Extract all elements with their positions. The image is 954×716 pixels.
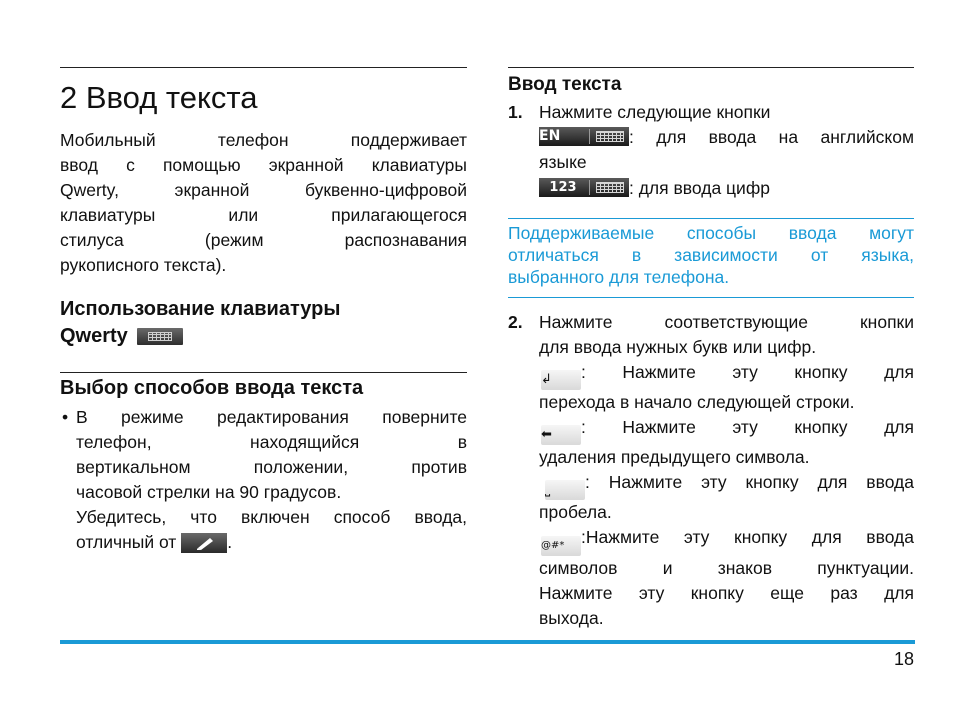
- bullet-line: Убедитесь, что включен способ ввода,: [76, 507, 467, 527]
- note-box: [508, 222, 914, 288]
- footer-rule: [60, 640, 915, 644]
- en-row: [539, 125, 914, 175]
- bullet-line: телефон, находящийся в: [76, 432, 467, 452]
- backspace-text: : Нажмите эту кнопку для: [581, 417, 914, 437]
- en-label: EN: [539, 128, 561, 144]
- backspace-key-icon: [541, 425, 581, 445]
- note-line: Поддерживаемые способы ввода могут: [508, 223, 914, 243]
- symbol-key-icon: [541, 536, 581, 556]
- intro-line: ввод с помощью экранной клавиатуры: [60, 155, 467, 175]
- keyboard-icon: [137, 328, 183, 345]
- en-keyboard-button-icon: [539, 127, 629, 146]
- bullet-line: часовой стрелки на 90 градусов.: [76, 482, 342, 502]
- enter-key-icon: [541, 370, 581, 390]
- bullet-text: [76, 405, 467, 555]
- step2-line: для ввода нужных букв или цифр.: [539, 337, 817, 357]
- space-key-icon: [545, 480, 585, 500]
- step2-line: Нажмите соответствующие кнопки: [539, 312, 914, 332]
- step1-text: Нажмите следующие кнопки: [539, 102, 771, 122]
- bullet-marker: •: [62, 407, 69, 427]
- space-glyph: ⎵: [545, 482, 551, 497]
- step2-number: 2.: [508, 312, 523, 332]
- space-text: : Нажмите эту кнопку для ввода: [585, 472, 914, 492]
- symbol-glyph: @#*: [541, 540, 565, 551]
- backspace-line1: [539, 415, 914, 445]
- symbol-line: выхода.: [539, 608, 604, 628]
- intro-line: Мобильный телефон поддерживает: [60, 130, 467, 150]
- intro-line: клавиатуры или прилагающегося: [60, 205, 467, 225]
- page-title: 2 Ввод текста: [60, 80, 258, 115]
- symbol-text: :Нажмите эту кнопку для ввода: [581, 527, 914, 547]
- enter-line1: [539, 360, 914, 390]
- symbol-line1: [539, 525, 914, 556]
- space-line2: пробела.: [539, 502, 612, 522]
- enter-glyph: ↲: [541, 372, 552, 387]
- en-line2: языке: [539, 152, 587, 172]
- pen-icon: [181, 533, 227, 553]
- section-rule: [60, 372, 467, 373]
- en-line1: [539, 125, 914, 150]
- step1-number: 1.: [508, 102, 523, 122]
- intro-line: Qwerty, экранной буквенно-цифровой: [60, 180, 467, 200]
- qwerty-heading: [60, 296, 467, 350]
- en-text: : для ввода на английском: [629, 127, 914, 147]
- symbol-line: символов и знаков пунктуации.: [539, 558, 914, 578]
- page-number: 18: [893, 649, 914, 669]
- symbol-line: Нажмите эту кнопку еще раз для: [539, 583, 914, 603]
- bullet-last-suffix: .: [227, 532, 233, 552]
- intro-line: стилуса (режим распознавания: [60, 230, 467, 250]
- backspace-glyph: ⬅: [541, 427, 552, 442]
- num-text: : для ввода цифр: [629, 178, 770, 198]
- backspace-line2: удаления предыдущего символа.: [539, 447, 810, 467]
- num-label: 123: [549, 180, 577, 195]
- bullet-line: В режиме редактирования поверните: [76, 407, 467, 427]
- space-line1: [539, 470, 914, 500]
- numeric-keyboard-button-icon: [539, 178, 629, 197]
- note-bottom-rule: [508, 297, 914, 298]
- qwerty-heading-line2: [60, 323, 467, 350]
- step2-text: [539, 310, 914, 631]
- qwerty-heading-line1: Использование клавиатуры: [60, 298, 341, 320]
- enter-line2: перехода в начало следующей строки.: [539, 392, 855, 412]
- section-heading: Выбор способов ввода текста: [60, 377, 364, 399]
- bullet-last-prefix: отличный от: [76, 532, 177, 552]
- bullet-line: вертикальном положении, против: [76, 457, 467, 477]
- note-top-rule: [508, 218, 914, 219]
- note-line: отличаться в зависимости от языка,: [508, 245, 914, 265]
- left-top-rule: [60, 67, 467, 68]
- bullet-line-last: [76, 530, 467, 555]
- note-line: выбранного для телефона.: [508, 267, 730, 287]
- right-top-rule: [508, 67, 914, 68]
- intro-line: рукописного текста).: [60, 255, 227, 275]
- intro-paragraph: [60, 128, 467, 278]
- right-heading: Ввод текста: [508, 74, 622, 95]
- enter-text: : Нажмите эту кнопку для: [581, 362, 914, 382]
- qwerty-heading-text: Qwerty: [60, 325, 128, 347]
- num-row: [539, 176, 770, 201]
